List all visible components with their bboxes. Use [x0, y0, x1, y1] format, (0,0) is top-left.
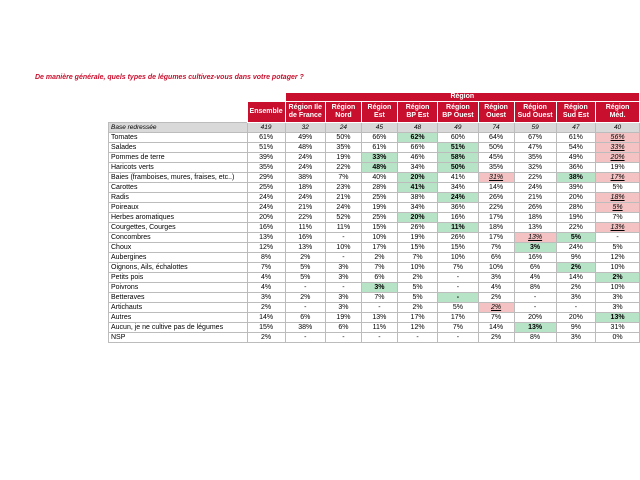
value-cell: 21% — [285, 203, 325, 213]
value-cell: 13% — [596, 223, 640, 233]
value-cell: 24% — [438, 193, 478, 203]
value-cell: 67% — [514, 133, 556, 143]
value-cell: 2% — [285, 253, 325, 263]
value-cell: 8% — [247, 253, 285, 263]
value-cell: 28% — [361, 183, 397, 193]
value-cell: 2% — [247, 303, 285, 313]
value-cell: 64% — [478, 133, 514, 143]
value-cell: 15% — [397, 243, 437, 253]
value-cell: 7% — [361, 293, 397, 303]
table-row — [109, 273, 640, 283]
base-value: 419 — [247, 123, 285, 133]
base-value: 45 — [361, 123, 397, 133]
table-row — [109, 193, 640, 203]
value-cell: 38% — [556, 173, 595, 183]
value-cell: 6% — [325, 323, 361, 333]
value-cell: 17% — [596, 173, 640, 183]
value-cell: - — [438, 283, 478, 293]
value-cell: 22% — [478, 203, 514, 213]
value-cell: 23% — [325, 183, 361, 193]
value-cell: 7% — [478, 243, 514, 253]
value-cell: 24% — [285, 163, 325, 173]
row-label: Artichauts — [109, 303, 248, 313]
value-cell: 19% — [361, 203, 397, 213]
value-cell: 34% — [397, 163, 437, 173]
value-cell: 16% — [285, 233, 325, 243]
column-header: Région Ouest — [478, 102, 514, 123]
table-row — [109, 203, 640, 213]
value-cell: 10% — [361, 233, 397, 243]
value-cell: 50% — [438, 163, 478, 173]
value-cell: - — [438, 293, 478, 303]
value-cell: 11% — [438, 223, 478, 233]
value-cell: - — [325, 283, 361, 293]
table-row — [109, 263, 640, 273]
value-cell: - — [596, 233, 640, 243]
value-cell: 20% — [514, 313, 556, 323]
value-cell: 24% — [514, 183, 556, 193]
value-cell: 20% — [247, 213, 285, 223]
value-cell: 8% — [514, 283, 556, 293]
value-cell: 7% — [325, 173, 361, 183]
value-cell: 4% — [478, 283, 514, 293]
value-cell: 7% — [397, 253, 437, 263]
value-cell: 12% — [596, 253, 640, 263]
column-header: Région Sud Ouest — [514, 102, 556, 123]
value-cell: 13% — [596, 313, 640, 323]
table-row — [109, 133, 640, 143]
value-cell: 2% — [397, 303, 437, 313]
value-cell: 5% — [285, 263, 325, 273]
value-cell: 35% — [325, 143, 361, 153]
value-cell: 11% — [285, 223, 325, 233]
base-value: 48 — [397, 123, 437, 133]
value-cell: 0% — [596, 333, 640, 343]
value-cell: 24% — [285, 193, 325, 203]
value-cell: 7% — [438, 323, 478, 333]
row-label: Aubergines — [109, 253, 248, 263]
value-cell: 61% — [556, 133, 595, 143]
value-cell: 32% — [514, 163, 556, 173]
row-label: Choux — [109, 243, 248, 253]
value-cell: 18% — [478, 223, 514, 233]
value-cell: 24% — [285, 153, 325, 163]
column-header: Région Ile de France — [285, 102, 325, 123]
table-row — [109, 223, 640, 233]
row-label: Salades — [109, 143, 248, 153]
value-cell: - — [514, 293, 556, 303]
value-cell: 34% — [397, 203, 437, 213]
value-cell: 10% — [596, 283, 640, 293]
row-label: Betteraves — [109, 293, 248, 303]
value-cell: 2% — [478, 303, 514, 313]
value-cell: 2% — [247, 333, 285, 343]
value-cell: 24% — [556, 243, 595, 253]
value-cell: 51% — [247, 143, 285, 153]
base-value: 32 — [285, 123, 325, 133]
value-cell: 17% — [397, 313, 437, 323]
value-cell: 16% — [438, 213, 478, 223]
value-cell: 14% — [478, 183, 514, 193]
value-cell: 61% — [247, 133, 285, 143]
value-cell: 9% — [556, 323, 595, 333]
value-cell: 17% — [438, 313, 478, 323]
value-cell: 35% — [247, 163, 285, 173]
value-cell: 38% — [285, 323, 325, 333]
base-value: 59 — [514, 123, 556, 133]
base-value: 47 — [556, 123, 595, 133]
value-cell: - — [285, 283, 325, 293]
ensemble-spacer — [247, 93, 285, 102]
value-cell: 19% — [325, 313, 361, 323]
value-cell: 20% — [397, 213, 437, 223]
table-row — [109, 253, 640, 263]
value-cell: 22% — [325, 163, 361, 173]
value-cell: 48% — [361, 163, 397, 173]
table-row — [109, 163, 640, 173]
value-cell: 2% — [478, 293, 514, 303]
value-cell: 56% — [596, 133, 640, 143]
value-cell: 5% — [397, 293, 437, 303]
value-cell: 6% — [478, 253, 514, 263]
value-cell: 41% — [397, 183, 437, 193]
row-label: Tomates — [109, 133, 248, 143]
table-row — [109, 233, 640, 243]
value-cell: 31% — [596, 323, 640, 333]
row-label: Poivrons — [109, 283, 248, 293]
value-cell: 22% — [514, 173, 556, 183]
value-cell: 14% — [247, 313, 285, 323]
value-cell: 3% — [556, 333, 595, 343]
table-body — [109, 123, 640, 343]
value-cell: 18% — [596, 193, 640, 203]
value-cell: 21% — [514, 193, 556, 203]
value-cell: 12% — [247, 243, 285, 253]
value-cell: 2% — [285, 293, 325, 303]
value-cell: 62% — [397, 133, 437, 143]
value-cell: 2% — [397, 273, 437, 283]
value-cell: - — [438, 333, 478, 343]
base-row — [109, 123, 640, 133]
value-cell: 20% — [556, 313, 595, 323]
value-cell: 47% — [514, 143, 556, 153]
value-cell: 9% — [556, 253, 595, 263]
table-row — [109, 333, 640, 343]
column-header: Région BP Est — [397, 102, 437, 123]
corner-cell — [109, 93, 248, 102]
value-cell: 24% — [325, 203, 361, 213]
value-cell: 52% — [325, 213, 361, 223]
value-cell: 66% — [361, 133, 397, 143]
value-cell: 10% — [438, 253, 478, 263]
value-cell: 2% — [556, 263, 595, 273]
value-cell: 26% — [397, 223, 437, 233]
value-cell: 7% — [438, 263, 478, 273]
column-header: Région Sud Est — [556, 102, 595, 123]
value-cell: - — [325, 333, 361, 343]
value-cell: 3% — [325, 263, 361, 273]
question-title: De manière générale, quels types de légumes cultivez-vous dans votre potager ? — [35, 74, 304, 81]
value-cell: - — [325, 233, 361, 243]
value-cell: 50% — [478, 143, 514, 153]
value-cell: 13% — [247, 233, 285, 243]
value-cell: 7% — [596, 213, 640, 223]
region-group-header: Région — [285, 93, 639, 102]
value-cell: 6% — [361, 273, 397, 283]
value-cell: 3% — [325, 273, 361, 283]
value-cell: 6% — [285, 313, 325, 323]
value-cell: 26% — [478, 193, 514, 203]
value-cell: 2% — [556, 283, 595, 293]
value-cell: 38% — [397, 193, 437, 203]
value-cell: 19% — [556, 213, 595, 223]
value-cell: 39% — [556, 183, 595, 193]
value-cell: 36% — [556, 163, 595, 173]
value-cell: 35% — [478, 163, 514, 173]
column-header: Ensemble — [247, 102, 285, 123]
value-cell: 3% — [514, 243, 556, 253]
table-row — [109, 213, 640, 223]
row-label: Autres — [109, 313, 248, 323]
value-cell: 4% — [247, 283, 285, 293]
value-cell: - — [325, 253, 361, 263]
base-value: 40 — [596, 123, 640, 133]
value-cell: 8% — [514, 333, 556, 343]
value-cell: 15% — [438, 243, 478, 253]
value-cell: 28% — [556, 203, 595, 213]
value-cell: 35% — [514, 153, 556, 163]
value-cell: 7% — [361, 263, 397, 273]
row-label: Aucun, je ne cultive pas de légumes — [109, 323, 248, 333]
value-cell: 5% — [397, 283, 437, 293]
value-cell: 7% — [247, 263, 285, 273]
value-cell: 66% — [397, 143, 437, 153]
value-cell: 6% — [514, 263, 556, 273]
column-header: Région Est — [361, 102, 397, 123]
base-label: Base redressée — [109, 123, 248, 133]
value-cell: 20% — [556, 193, 595, 203]
value-cell: 16% — [247, 223, 285, 233]
row-label: Herbes aromatiques — [109, 213, 248, 223]
row-label: Petits pois — [109, 273, 248, 283]
value-cell: - — [556, 303, 595, 313]
value-cell: - — [438, 273, 478, 283]
value-cell: 14% — [556, 273, 595, 283]
value-cell: 29% — [247, 173, 285, 183]
value-cell: 34% — [438, 183, 478, 193]
value-cell: 5% — [596, 183, 640, 193]
value-cell: 11% — [361, 323, 397, 333]
region-group-row — [109, 93, 640, 102]
value-cell: 2% — [596, 273, 640, 283]
value-cell: 41% — [438, 173, 478, 183]
value-cell: 18% — [285, 183, 325, 193]
base-value: 24 — [325, 123, 361, 133]
column-header: Région BP Ouest — [438, 102, 478, 123]
value-cell: 46% — [397, 153, 437, 163]
value-cell: 13% — [514, 323, 556, 333]
value-cell: - — [361, 303, 397, 313]
row-label: Haricots verts — [109, 163, 248, 173]
value-cell: 13% — [361, 313, 397, 323]
value-cell: 7% — [478, 313, 514, 323]
value-cell: 15% — [361, 223, 397, 233]
value-cell: 16% — [514, 253, 556, 263]
value-cell: 48% — [285, 143, 325, 153]
value-cell: 10% — [325, 243, 361, 253]
row-label: Carottes — [109, 183, 248, 193]
value-cell: 49% — [556, 153, 595, 163]
value-cell: 20% — [397, 173, 437, 183]
value-cell: 31% — [478, 173, 514, 183]
value-cell: 49% — [285, 133, 325, 143]
row-label: NSP — [109, 333, 248, 343]
value-cell: 22% — [556, 223, 595, 233]
value-cell: 22% — [285, 213, 325, 223]
column-header: Région Méd. — [596, 102, 640, 123]
value-cell: 3% — [596, 303, 640, 313]
value-cell: 19% — [596, 163, 640, 173]
label-header-spacer — [109, 102, 248, 123]
table-row — [109, 173, 640, 183]
base-value: 74 — [478, 123, 514, 133]
results-table — [108, 92, 640, 343]
value-cell: - — [285, 303, 325, 313]
value-cell: - — [285, 333, 325, 343]
table-row — [109, 303, 640, 313]
value-cell: 33% — [596, 143, 640, 153]
value-cell: 4% — [247, 273, 285, 283]
value-cell: 10% — [596, 263, 640, 273]
value-cell: 2% — [361, 253, 397, 263]
value-cell: 3% — [478, 273, 514, 283]
value-cell: 2% — [478, 333, 514, 343]
value-cell: - — [514, 303, 556, 313]
value-cell: 45% — [478, 153, 514, 163]
value-cell: 13% — [285, 243, 325, 253]
value-cell: 50% — [325, 133, 361, 143]
value-cell: 18% — [514, 213, 556, 223]
value-cell: 24% — [247, 203, 285, 213]
value-cell: 25% — [361, 193, 397, 203]
table-row — [109, 183, 640, 193]
value-cell: 58% — [438, 153, 478, 163]
value-cell: 5% — [285, 273, 325, 283]
table-row — [109, 143, 640, 153]
column-header-row — [109, 102, 640, 123]
row-label: Concombres — [109, 233, 248, 243]
value-cell: 54% — [556, 143, 595, 153]
value-cell: 26% — [438, 233, 478, 243]
value-cell: 10% — [397, 263, 437, 273]
row-label: Radis — [109, 193, 248, 203]
value-cell: 17% — [478, 233, 514, 243]
value-cell: 3% — [556, 293, 595, 303]
value-cell: 19% — [397, 233, 437, 243]
value-cell: 51% — [438, 143, 478, 153]
value-cell: 25% — [247, 183, 285, 193]
value-cell: 21% — [325, 193, 361, 203]
value-cell: 3% — [325, 303, 361, 313]
value-cell: 13% — [514, 223, 556, 233]
value-cell: 20% — [596, 153, 640, 163]
value-cell: 36% — [438, 203, 478, 213]
value-cell: 10% — [478, 263, 514, 273]
value-cell: 25% — [361, 213, 397, 223]
value-cell: 5% — [556, 233, 595, 243]
value-cell: 33% — [361, 153, 397, 163]
table-row — [109, 153, 640, 163]
value-cell: 3% — [361, 283, 397, 293]
value-cell: 3% — [325, 293, 361, 303]
row-label: Baies (framboises, mures, fraises, etc..) — [109, 173, 248, 183]
value-cell: 12% — [397, 323, 437, 333]
value-cell: 3% — [596, 293, 640, 303]
value-cell: 24% — [247, 193, 285, 203]
value-cell: 60% — [438, 133, 478, 143]
value-cell: 39% — [247, 153, 285, 163]
value-cell: 40% — [361, 173, 397, 183]
value-cell: 15% — [247, 323, 285, 333]
table-row — [109, 293, 640, 303]
row-label: Pommes de terre — [109, 153, 248, 163]
table-row — [109, 283, 640, 293]
row-label: Oignons, Ails, échalottes — [109, 263, 248, 273]
table-row — [109, 313, 640, 323]
row-label: Courgettes, Courges — [109, 223, 248, 233]
table-row — [109, 323, 640, 333]
value-cell: - — [397, 333, 437, 343]
value-cell: 17% — [478, 213, 514, 223]
column-header: Région Nord — [325, 102, 361, 123]
value-cell: 17% — [361, 243, 397, 253]
value-cell: 61% — [361, 143, 397, 153]
value-cell: 5% — [438, 303, 478, 313]
value-cell: 11% — [325, 223, 361, 233]
value-cell: 26% — [514, 203, 556, 213]
value-cell: 4% — [514, 273, 556, 283]
base-value: 49 — [438, 123, 478, 133]
value-cell: 19% — [325, 153, 361, 163]
value-cell: 14% — [478, 323, 514, 333]
row-label: Poireaux — [109, 203, 248, 213]
value-cell: 38% — [285, 173, 325, 183]
value-cell: 3% — [247, 293, 285, 303]
table-row — [109, 243, 640, 253]
value-cell: 13% — [514, 233, 556, 243]
value-cell: - — [361, 333, 397, 343]
value-cell: 5% — [596, 243, 640, 253]
value-cell: 5% — [596, 203, 640, 213]
